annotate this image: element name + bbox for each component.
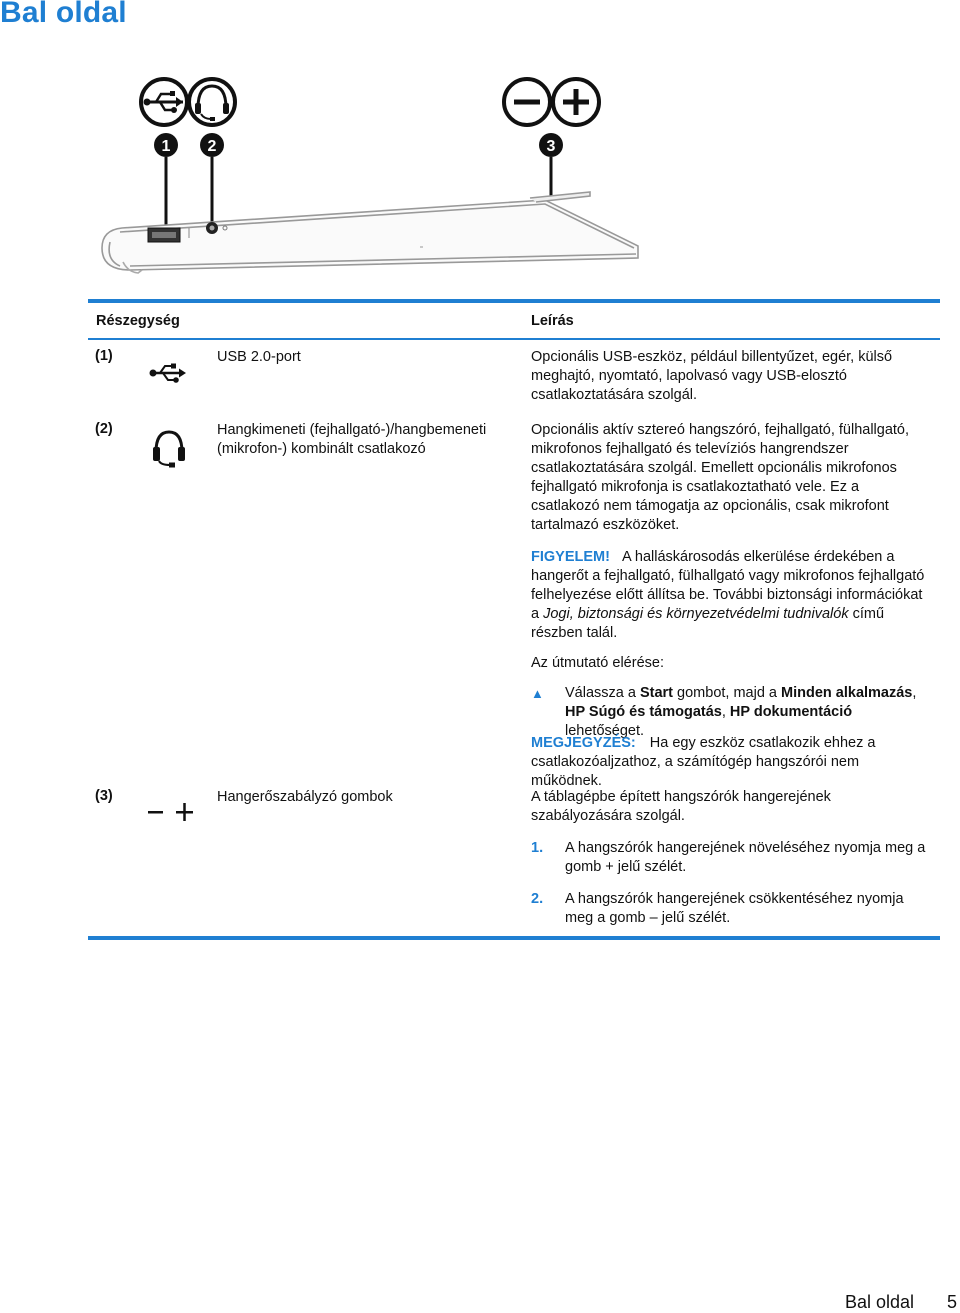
bullet-hp-docs: HP dokumentáció [729,704,853,720]
bullet-text [565,684,935,741]
footer-page-number: 5 [947,1292,958,1312]
warning-block [531,548,931,643]
headset-icon [189,79,235,125]
bullet-text-part: lehetőséget. [565,723,645,739]
bullet-all-apps: Minden alkalmazás [781,685,913,701]
svg-text:2: 2 [207,138,217,155]
note-text: Ha egy eszköz csatlakozik ehhez a csatlakozóaljzathoz, a számítógép hangszórói nem működnek. [531,735,876,789]
warning-doc-title: Jogi, biztonsági és környezetvédelmi tudnivalók [543,606,849,622]
note-label: MEGJEGYZÉS: [531,735,636,751]
bullet-text-part: , [912,685,917,701]
row-description: A táblagépbe épített hangszórók hangerejének szabályozására szolgál. [531,789,831,824]
callout-3 [539,133,563,157]
warning-text: A halláskárosodás elkerülése érdekében a hangerőt a fejhallgató, fülhallgató vagy mikrofonos fejhallgató felhelyezése előtt állítsa be. További biztonsági információkat a [531,549,925,622]
header-component: Részegység [96,313,180,329]
table-header-rule [88,338,940,340]
guide-intro: Az útmutató elérése: [531,655,664,671]
bullet-hp-help: HP Súgó és támogatás [565,704,722,720]
step-number: 2. [531,891,544,907]
page-title: Bal oldal [0,0,127,29]
row-number: (1) [95,348,113,364]
row-number: (2) [95,421,113,437]
svg-text:3: 3 [546,138,556,155]
plus-icon [553,79,599,125]
step-text: A hangszórók hangerejének csökkentéséhez nyomja meg a gomb – jelű szélét. [565,891,904,926]
device-side-illustration [90,70,650,285]
volume-buttons-icon [146,801,196,823]
row-description: Opcionális USB-eszköz, például billentyűzet, egér, külső meghajtó, nyomtató, lapolvasó vagy USB-elosztó csatlakoztatására szolgál. [531,349,893,403]
usb-icon [141,79,187,125]
bullet-triangle-icon: ▲ [531,686,544,701]
svg-text:1: 1 [161,138,171,155]
headset-icon [151,428,187,468]
warning-label: FIGYELEM! [531,549,610,565]
row-name: Hangerőszabályzó gombok [217,789,393,805]
footer-section-title: Bal oldal [845,1292,915,1312]
callout-1 [154,133,178,157]
row-name: USB 2.0-port [217,349,301,365]
header-description: Leírás [531,313,574,329]
table-top-rule [88,299,940,303]
bullet-text-part: gombot, majd a [673,685,782,701]
row-name: Hangkimeneti (fejhallgató-)/hangbemeneti (mikrofon-) kombinált csatlakozó [217,422,487,457]
bullet-text-part: Válassza a [565,685,640,701]
row-description: Opcionális aktív sztereó hangszóró, fejhallgató, fülhallgató, mikrofonos fejhallgató és televíziós hangrendszer csatlakoztatására szolgál. Emellett opcionális mikrofonos fejhallgató mikrofonja is csatlakoztatható vele. Ez a csatlakozó nem támogatja az opcionális, csak mikrofont tartalmazó eszközöket. [531,422,910,533]
tablet-side-profile [102,192,638,273]
step-text: A hangszórók hangerejének növeléséhez nyomja meg a gomb + jelű szélét. [565,840,926,875]
note-block [531,734,931,791]
table-bottom-rule [88,936,940,940]
callout-2 [200,133,224,157]
minus-icon [504,79,550,125]
bullet-text-part: , [721,704,730,720]
bullet-start: Start [639,685,674,701]
usb-icon [148,362,188,384]
row-number: (3) [95,788,113,804]
step-number: 1. [531,840,544,856]
warning-text-end: című részben talál. [531,606,885,641]
